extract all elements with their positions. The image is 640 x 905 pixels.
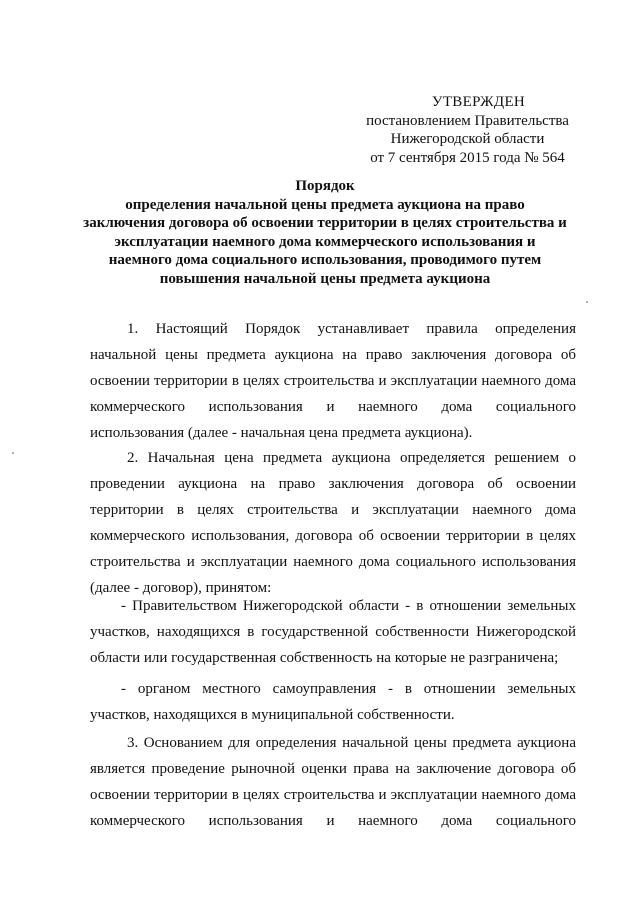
heading-line: эксплуатации наемного дома коммерческого использования и <box>114 233 536 250</box>
paragraph-2 <box>90 445 576 601</box>
approval-line-1: постановлением Правительства <box>366 112 569 129</box>
approval-line-3: от 7 сентября 2015 года № 564 <box>370 149 565 166</box>
paragraph-3 <box>90 730 576 834</box>
text-line: коммерческого использования и наемного дома социального <box>90 399 576 415</box>
text-line: участков, находящихся в государственной собственности Нижегородской <box>90 624 576 640</box>
text-line: освоении территории в целях строительства и эксплуатации наемного дома <box>90 787 576 803</box>
text-line: области или государственная собственность на которые не разграничена; <box>90 650 559 666</box>
approval-line-2: Нижегородской области <box>390 131 545 147</box>
heading-title: Порядок <box>295 178 355 194</box>
text-line: проведении аукциона на право заключения договора об освоении <box>90 476 576 492</box>
text-line: 2. Начальная цена предмета аукциона определяется решением о <box>127 450 576 466</box>
heading-line: наемного дома социального использования, проводимого путем <box>108 252 542 269</box>
text-line: является проведение рыночной оценки права на заключение договора об <box>90 761 576 777</box>
text-line: - Правительством Нижегородской области - в отношении земельных <box>121 598 576 614</box>
text-line: 3. Основанием для определения начальной цены предмета аукциона <box>127 735 576 751</box>
text-line: строительства и эксплуатации наемного дома социального использования <box>90 554 576 570</box>
text-line: (далее - договор), принятом: <box>90 580 272 596</box>
text-line: 1. Настоящий Порядок устанавливает правила определения <box>127 321 576 337</box>
text-line: участков, находящихся в муниципальной собственности. <box>90 707 455 723</box>
text-line: - органом местного самоуправления - в отношении земельных <box>121 681 576 697</box>
scan-speck <box>12 452 14 454</box>
list-item-local-authority <box>90 676 576 728</box>
heading-line: повышения начальной цены предмета аукциона <box>159 270 491 287</box>
list-item-government <box>90 593 576 671</box>
text-line: территории в целях строительства и эксплуатации наемного дома <box>90 502 576 518</box>
text-line: коммерческого использования, договора об освоении территории в целях <box>90 528 576 544</box>
text-line: использования (далее - начальная цена предмета аукциона). <box>90 425 473 441</box>
heading-line: заключения договора об освоении территории в целях строительства и <box>83 215 567 232</box>
scan-speck <box>586 301 588 303</box>
text-line: начальной цены предмета аукциона на право заключения договора об <box>90 347 576 363</box>
document-heading <box>70 177 580 289</box>
heading-line: определения начальной цены предмета аукциона на право <box>125 196 525 213</box>
approval-block <box>345 93 590 167</box>
paragraph-1 <box>90 316 576 446</box>
text-line: коммерческого использования и наемного дома социального <box>90 813 576 829</box>
text-line: освоении территории в целях строительства и эксплуатации наемного дома <box>90 373 576 389</box>
approval-title: УТВЕРЖДЕН <box>431 94 526 110</box>
